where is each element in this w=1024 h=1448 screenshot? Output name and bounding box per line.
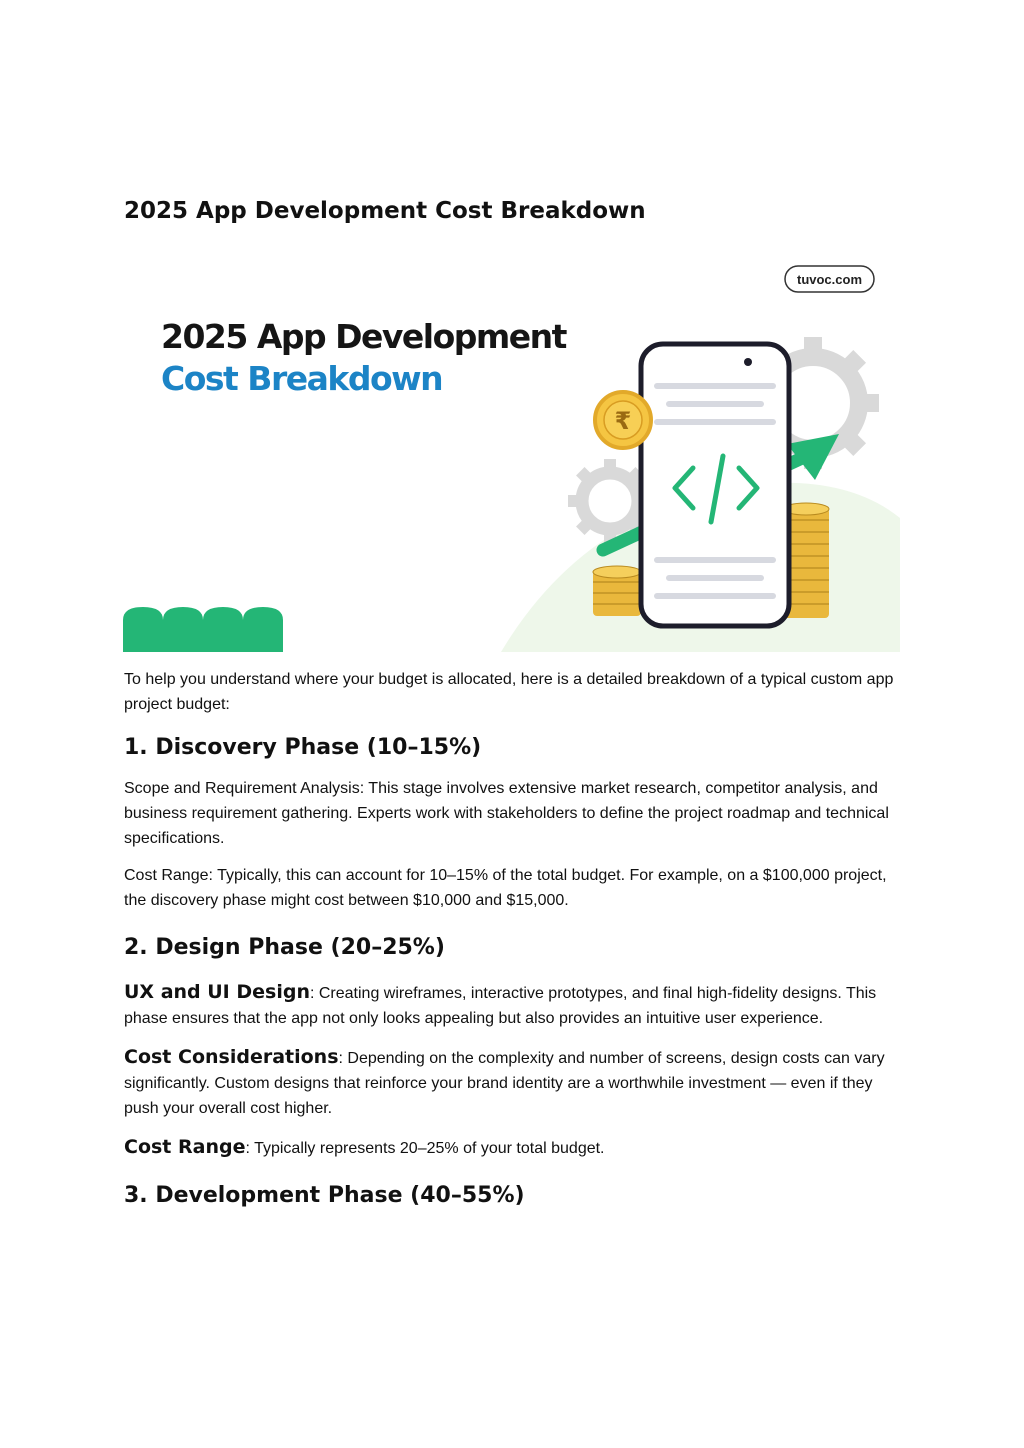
article-body xyxy=(124,667,904,1208)
design-item-cost-considerations xyxy=(124,1045,904,1121)
design-item-cost-range xyxy=(124,1135,904,1161)
section-heading-development: 3. Development Phase (40–55%) xyxy=(124,1183,525,1208)
coin-stack-icon-left xyxy=(593,566,641,616)
banner-headline-line1: 2025 App Development xyxy=(161,317,566,356)
discovery-paragraph-scope: Scope and Requirement Analysis: This stage involves extensive market research, competitor analysis, and business requirement gathering. Experts work with stakeholders to define the project roadmap and technical specifications. xyxy=(124,780,889,847)
banner-headline-line2: Cost Breakdown xyxy=(161,359,443,398)
phone-icon xyxy=(641,344,789,626)
section-heading-design: 2. Design Phase (20–25%) xyxy=(124,935,445,960)
design-item-lead: Cost Considerations xyxy=(124,1046,339,1068)
design-item-text: : Depending on the complexity and number of screens, design costs can vary significantly. Custom designs that reinforce your brand identity are a worthwhile investment — even if they push your overall cost higher. xyxy=(124,1050,885,1117)
discovery-paragraph-cost: Cost Range: Typically, this can account for 10–15% of the total budget. For example, on a $100,000 project, the discovery phase might cost between $10,000 and $15,000. xyxy=(124,867,887,909)
banner-image xyxy=(123,258,900,652)
site-badge xyxy=(785,266,874,292)
design-item-lead: UX and UI Design xyxy=(124,981,310,1003)
site-badge-label: tuvoc.com xyxy=(796,272,863,287)
scallop-decoration xyxy=(123,607,283,652)
page-title: 2025 App Development Cost Breakdown xyxy=(124,198,646,224)
design-item-text: : Typically represents 20–25% of your total budget. xyxy=(245,1140,605,1157)
design-item-ux-ui xyxy=(124,980,904,1031)
design-item-text: : Creating wireframes, interactive prototypes, and final high-fidelity designs. This phase ensures that the app not only looks appealing but also provides an intuitive user experience. xyxy=(124,985,877,1027)
rupee-symbol: ₹ xyxy=(614,407,632,435)
section-heading-discovery: 1. Discovery Phase (10–15%) xyxy=(124,735,482,760)
intro-paragraph: To help you understand where your budget is allocated, here is a detailed breakdown of a typical custom app project budget: xyxy=(124,671,894,713)
design-item-lead: Cost Range xyxy=(124,1136,246,1158)
rupee-coin-icon xyxy=(595,392,651,448)
